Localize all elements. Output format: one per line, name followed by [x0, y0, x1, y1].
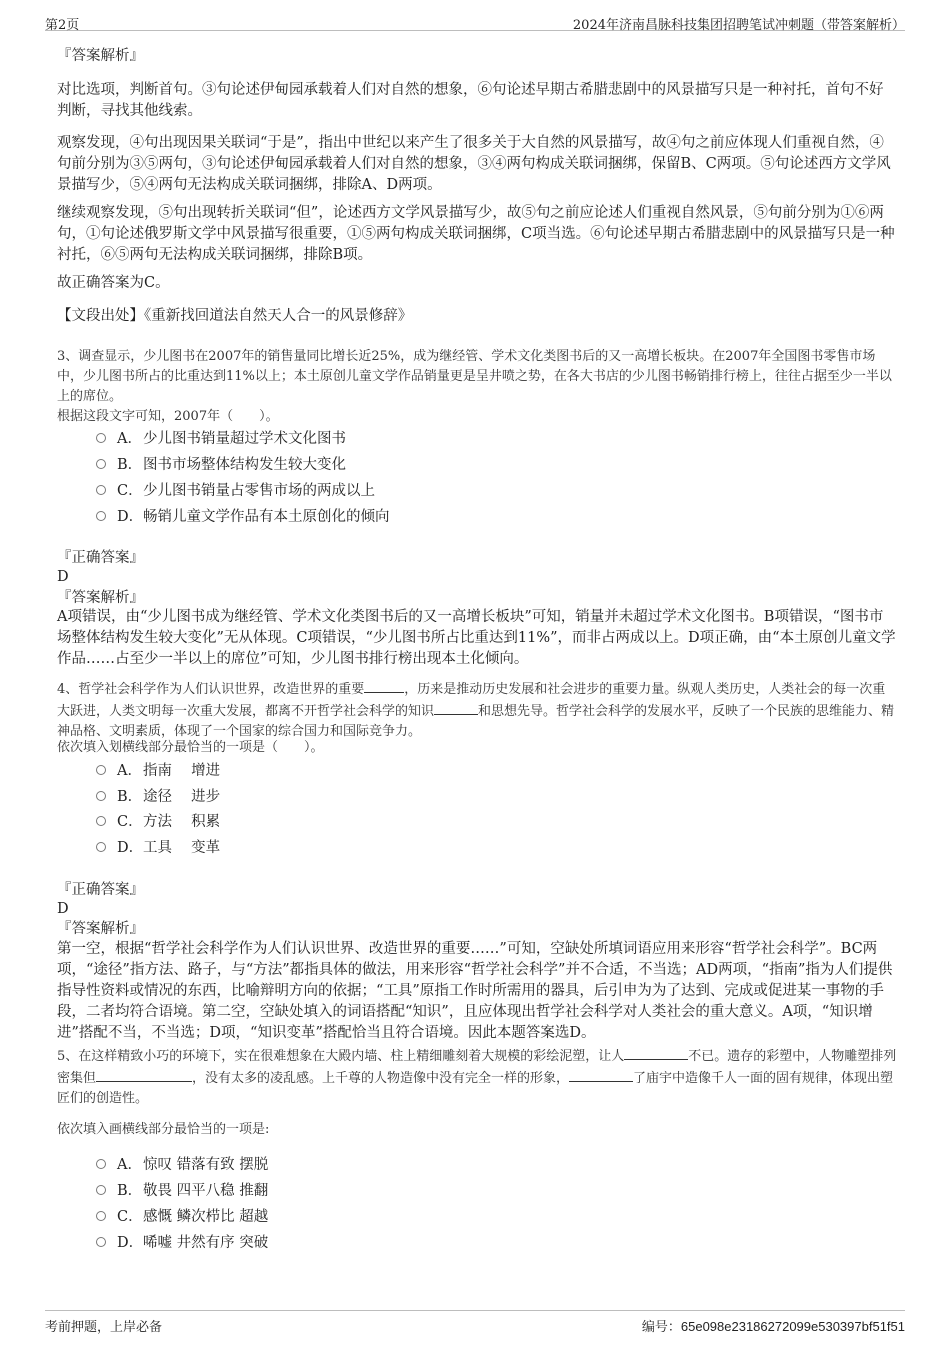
question-3-stem: 3、调查显示，少儿图书在2007年的销售量同比增长近25%，成为继经管、学术文化类图书后的又一高增长板块。在2007年全国图书零售市场中，少儿图书所占的比重达到11%以上；本土原创儿童文学作品销量更是呈井喷之势，在各大书店的少儿图书畅销排行榜上，往往占据至少一半以上的席位。	[57, 349, 892, 404]
radio-icon[interactable]	[96, 485, 106, 495]
analysis-paragraph-1: 对比选项，判断首句。③句论述伊甸园承载着人们对自然的想象，⑥句论述早期古希腊悲剧中的风景描写只是一种衬托，首句不好判断，寻找其他线索。	[57, 82, 884, 119]
q4-analysis-label: 『答案解析』	[57, 921, 144, 937]
q4-option-c[interactable]: C．方法 积累	[96, 811, 220, 833]
page-number: 第2页	[45, 18, 80, 33]
radio-icon[interactable]	[96, 1237, 106, 1247]
q5-option-b[interactable]: B．敬畏 四平八稳 推翻	[96, 1180, 268, 1202]
q3-option-a[interactable]: A．少儿图书销量超过学术文化图书	[96, 428, 346, 450]
q3-option-c[interactable]: C．少儿图书销量占零售市场的两成以上	[96, 480, 375, 502]
radio-icon[interactable]	[96, 459, 106, 469]
question-3-prompt: 根据这段文字可知，2007年（ ）。	[57, 409, 279, 424]
source-citation: 【文段出处】《重新找回道法自然天人合一的风景修辞》	[57, 308, 413, 324]
page-header	[45, 8, 905, 31]
question-5-prompt: 依次填入画横线部分最恰当的一项是:	[57, 1122, 270, 1137]
blank	[569, 1067, 633, 1082]
q3-answer: D	[57, 569, 69, 585]
question-4-prompt: 依次填入划横线部分最恰当的一项是（ ）。	[57, 740, 324, 755]
q4-analysis: 第一空，根据“哲学社会科学作为人们认识世界、改造世界的重要……”可知，空缺处所填词语应用来形容“哲学社会科学”。BC两项，“途径”指方法、路子，与“方法”都指具体的做法，用来形容“哲学社会科学”并不合适，不当选；AD两项，“指南”指为人们提供指导性资料或情况的东西，比喻辩明方向的依据；“工具”原指工作时所需用的器具，后引申为为了达到、完成或促进某一事物的手段，二者均符合语境。第二空，空缺处填入的词语搭配“知识”，且应体现出哲学社会科学对人类社会的重大意义。A项，“知识增进”搭配不当，不当选；D项，“知识变革”搭配恰当且符合语境。因此本题答案选D。	[57, 941, 893, 1041]
radio-icon[interactable]	[96, 1159, 106, 1169]
q4-option-a[interactable]: A．指南 增进	[96, 760, 220, 782]
radio-icon[interactable]	[96, 433, 106, 443]
radio-icon[interactable]	[96, 1185, 106, 1195]
q3-option-d[interactable]: D．畅销儿童文学作品有本土原创化的倾向	[96, 506, 390, 528]
q5-option-a[interactable]: A．惊叹 错落有致 摆脱	[96, 1154, 268, 1176]
radio-icon[interactable]	[96, 765, 106, 775]
radio-icon[interactable]	[96, 842, 106, 852]
analysis-conclusion: 故正确答案为C。	[57, 275, 170, 291]
q3-option-b[interactable]: B．图书市场整体结构发生较大变化	[96, 454, 346, 476]
radio-icon[interactable]	[96, 1211, 106, 1221]
q5-option-d[interactable]: D．唏嘘 井然有序 突破	[96, 1232, 268, 1254]
q3-answer-label: 『正确答案』	[57, 550, 144, 566]
blank	[364, 678, 404, 693]
analysis-label: 『答案解析』	[57, 48, 144, 64]
analysis-paragraph-2: 观察发现，④句出现因果关联词“于是”，指出中世纪以来产生了很多关于大自然的风景描写，故④句之前应体现人们重视自然，④句前分别为③⑤两句，③句论述伊甸园承载着人们对自然的想象，③④两句构成关联词捆绑，保留B、C两项。⑤句论述西方文学风景描写少，⑤④两句无法构成关联词捆绑，排除A、D两项。	[57, 135, 891, 193]
blank	[624, 1045, 688, 1060]
q5-option-c[interactable]: C．感慨 鳞次栉比 超越	[96, 1206, 268, 1228]
q4-answer-label: 『正确答案』	[57, 882, 144, 898]
blank	[434, 700, 478, 715]
q3-analysis: A项错误，由“少儿图书成为继经管、学术文化类图书后的又一高增长板块”可知，销量并未超过学术文化图书。B项错误，“图书市场整体结构发生较大变化”无从体现。C项错误，“少儿图书所占比重达到11%”，而非占两成以上。D项正确，由“本土原创儿童文学作品……占至少一半以上的席位”可知，少儿图书排行榜出现本土化倾向。	[57, 609, 896, 667]
radio-icon[interactable]	[96, 816, 106, 826]
question-4-stem: 4、哲学社会科学作为人们认识世界，改造世界的重要 ，历来是推动历史发展和社会进步的重要力量。纵观人类历史，人类社会的每一次重大跃进，人类文明每一次重大发展，都离不开哲学社会科学的知识 和思想先导。哲学社会科学的发展水平，反映了一个民族的思维能力、精神品格、文明素质，体现了一个国家的综合国力和国际竞争力。	[57, 678, 897, 742]
q4-option-b[interactable]: B．途径 进步	[96, 786, 220, 808]
radio-icon[interactable]	[96, 511, 106, 521]
document-code: 编号：65e098e23186272099e530397bf51f51	[641, 1319, 905, 1335]
page-footer	[45, 1310, 905, 1335]
document-title: 2024年济南昌脉科技集团招聘笔试冲刺题（带答案解析）	[572, 18, 905, 33]
q3-analysis-label: 『答案解析』	[57, 590, 144, 606]
q4-answer: D	[57, 901, 69, 917]
question-5-stem: 5、在这样精致小巧的环境下，实在很难想象在大殿内墙、柱上精细雕刻着大规模的彩绘泥塑，让人 不已。遗存的彩塑中，人物雕塑排列密集但 ，没有太多的凌乱感。上千尊的人物造像中没有完全一样的形象， 了庙宇中造像千人一面的固有规律，体现出塑匠们的创造性。	[57, 1045, 897, 1109]
radio-icon[interactable]	[96, 791, 106, 801]
blank	[96, 1067, 192, 1082]
footer-slogan: 考前押题，上岸必备	[45, 1320, 163, 1335]
q4-option-d[interactable]: D．工具 变革	[96, 837, 220, 859]
analysis-paragraph-3: 继续观察发现，⑤句出现转折关联词“但”，论述西方文学风景描写少，故⑤句之前应论述人们重视自然风景，⑤句前分别为①⑥两句，①句论述俄罗斯文学中风景描写很重要，①⑤两句构成关联词捆绑，C项当选。⑥句论述早期古希腊悲剧中的风景描写只是一种衬托，⑥⑤两句无法构成关联词捆绑，排除B项。	[57, 205, 895, 263]
